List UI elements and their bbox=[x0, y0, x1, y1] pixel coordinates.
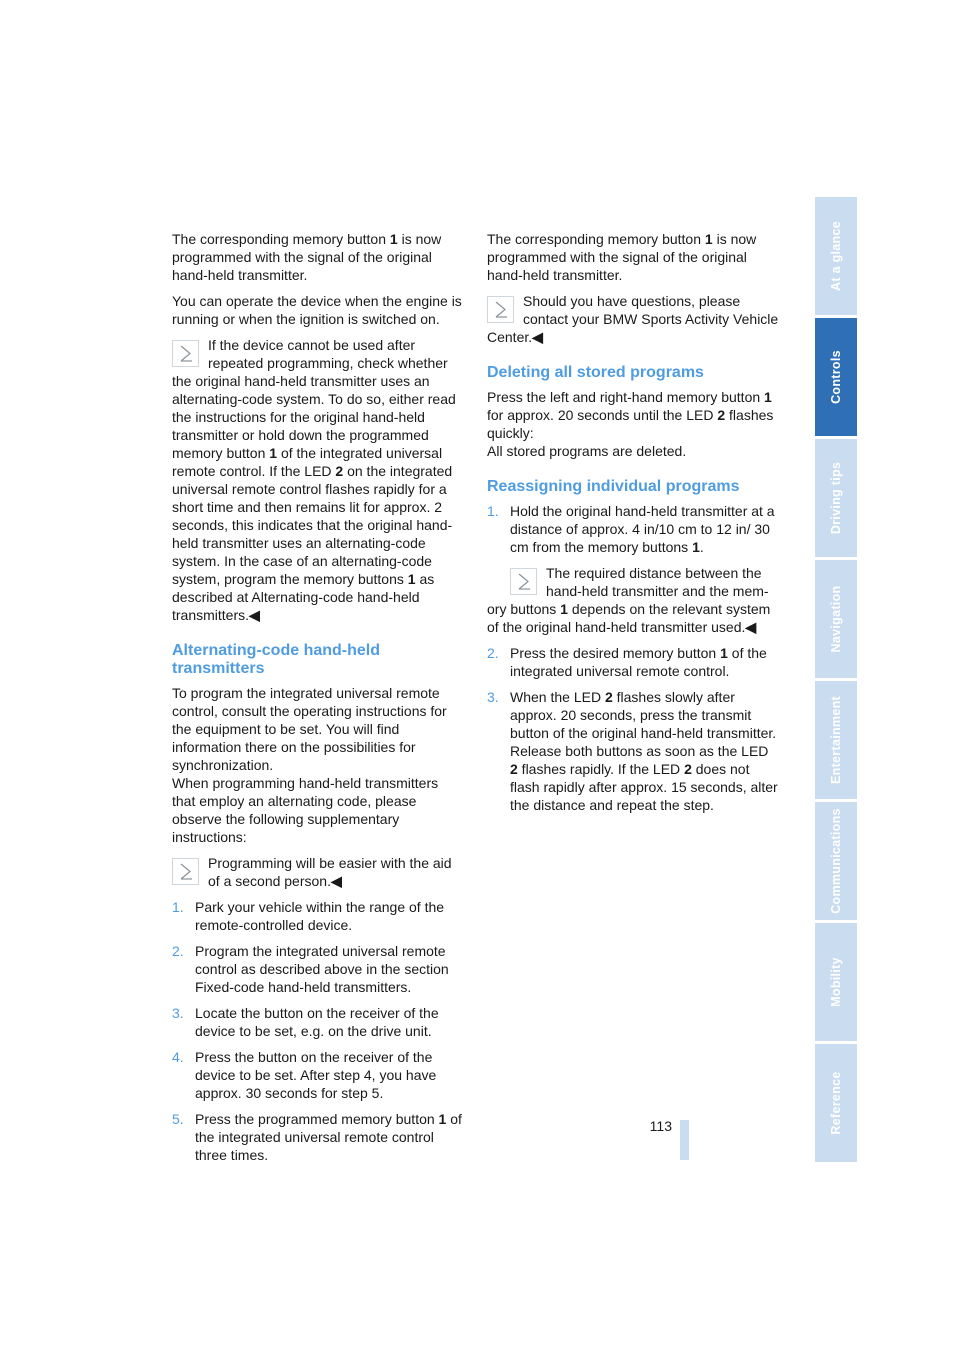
paragraph: When programming hand-held transmitters that employ an alternating code, please observe the following supplementary instructions: bbox=[172, 775, 439, 845]
tab-driving-tips[interactable]: Driving tips bbox=[815, 439, 857, 557]
note-arrow-icon bbox=[172, 858, 199, 885]
note-arrow-icon bbox=[510, 568, 537, 595]
paragraph: All stored programs are deleted. bbox=[487, 443, 687, 459]
list-item: 3. Locate the button on the receiver of the device to be set, e.g. on the drive unit. bbox=[172, 1005, 439, 1039]
end-mark-icon: ◀ bbox=[745, 619, 757, 635]
list-item: 2. Program the integrated universal remote control as described above in the section Fixed-code hand-held transmitters. bbox=[172, 943, 449, 995]
page-marker-bar bbox=[680, 1120, 689, 1160]
paragraph: To program the integrated universal remote control, consult the operating instructions for the equipment to be set. You will find information there on the possibilities for synchronization. bbox=[172, 685, 447, 773]
left-column bbox=[172, 230, 464, 1172]
section-heading: Reassigning individual programs bbox=[487, 478, 740, 495]
note-text-continued: ory buttons 1 depends on the relevant system of the original hand-held transmitter used.◀ bbox=[487, 601, 771, 635]
tab-entertainment[interactable]: Entertainment bbox=[815, 681, 857, 799]
list-item: 5. Press the programmed memory button 1 of the integrated universal remote control three times. bbox=[172, 1111, 462, 1163]
paragraph: You can operate the device when the engine is running or when the ignition is switched on. bbox=[172, 293, 462, 327]
note-text-continued: the original hand-held transmitter uses an alternating-code system. To do so, either read the instructions for the original hand-held transmitter or hold down the programmed memory button 1 of the integrated universal remote control. If the LED 2 on the integrated universal remote control flashes rapidly for a short time and then remains lit for approx. 2 seconds, this indicates that the original hand-held transmitter uses an alternating-code system. In the case of an alternating-code system, program the memory buttons 1 as described at Alternating-code hand-held transmitters.◀ bbox=[172, 373, 456, 623]
tab-reference[interactable]: Reference bbox=[815, 1044, 857, 1162]
section-heading: Alternating-code hand-held transmitters bbox=[172, 642, 380, 677]
tab-mobility[interactable]: Mobility bbox=[815, 923, 857, 1041]
step-list bbox=[172, 898, 464, 1164]
note-arrow-icon bbox=[172, 340, 199, 367]
paragraph: Press the left and right-hand memory button 1 for approx. 20 seconds until the LED 2 flashes quickly: bbox=[487, 389, 774, 441]
list-item: 2. Press the desired memory button 1 of the integrated universal remote control. bbox=[487, 645, 767, 679]
note-text: Should you have questions, please contact your BMW Sports Activity Vehicle bbox=[523, 293, 779, 327]
note-text: If the device cannot be used after repeated programming, check whether bbox=[208, 337, 448, 371]
list-item: 4. Press the button on the receiver of the device to be set. After step 4, you have approx. 30 seconds for step 5. bbox=[172, 1049, 437, 1101]
end-mark-icon: ◀ bbox=[249, 607, 260, 623]
note-arrow-icon bbox=[487, 296, 514, 323]
paragraph: The corresponding memory button 1 is now programmed with the signal of the original hand-held transmitter. bbox=[172, 231, 442, 283]
tab-navigation[interactable]: Navigation bbox=[815, 560, 857, 678]
end-mark-icon: ◀ bbox=[330, 873, 342, 889]
step-list bbox=[487, 502, 779, 814]
note-text: Programming will be easier with the aid of a second person. bbox=[208, 855, 452, 889]
list-item: 1. Park your vehicle within the range of the remote-controlled device. bbox=[172, 899, 445, 933]
list-item: 1. Hold the original hand-held transmitter at a distance of approx. 4 in/10 cm to 12 in/ 30 cm from the memory buttons 1. The required distance between the hand-held transmitter and the mem- ory buttons 1 depends on the relevant system of the original hand-held transmitter used.◀ bbox=[487, 502, 779, 636]
page-number: 113 bbox=[649, 1118, 672, 1134]
end-mark-icon: ◀ bbox=[532, 329, 543, 345]
section-heading: Deleting all stored programs bbox=[487, 364, 704, 381]
note bbox=[172, 336, 464, 624]
chapter-tabs bbox=[815, 197, 857, 1165]
note bbox=[172, 854, 464, 890]
note-text: The required distance between the hand-held transmitter and the mem- bbox=[546, 565, 769, 599]
tab-at-a-glance[interactable]: At a glance bbox=[815, 197, 857, 315]
tab-communications[interactable]: Communications bbox=[815, 802, 857, 920]
note bbox=[487, 292, 779, 346]
right-column bbox=[487, 230, 779, 822]
paragraph: The corresponding memory button 1 is now programmed with the signal of the original hand-held transmitter. bbox=[487, 231, 757, 283]
note-text-continued: Center.◀ bbox=[487, 329, 543, 345]
tab-controls[interactable]: Controls bbox=[815, 318, 857, 436]
list-item: 3. When the LED 2 flashes slowly after approx. 20 seconds, press the transmit button of the original hand-held transmitter. Release both buttons as soon as the LED 2 flashes rapidly. If the LED 2 does not flash rapidly after approx. 15 seconds, alter the distance and repeat the step. bbox=[487, 689, 778, 813]
